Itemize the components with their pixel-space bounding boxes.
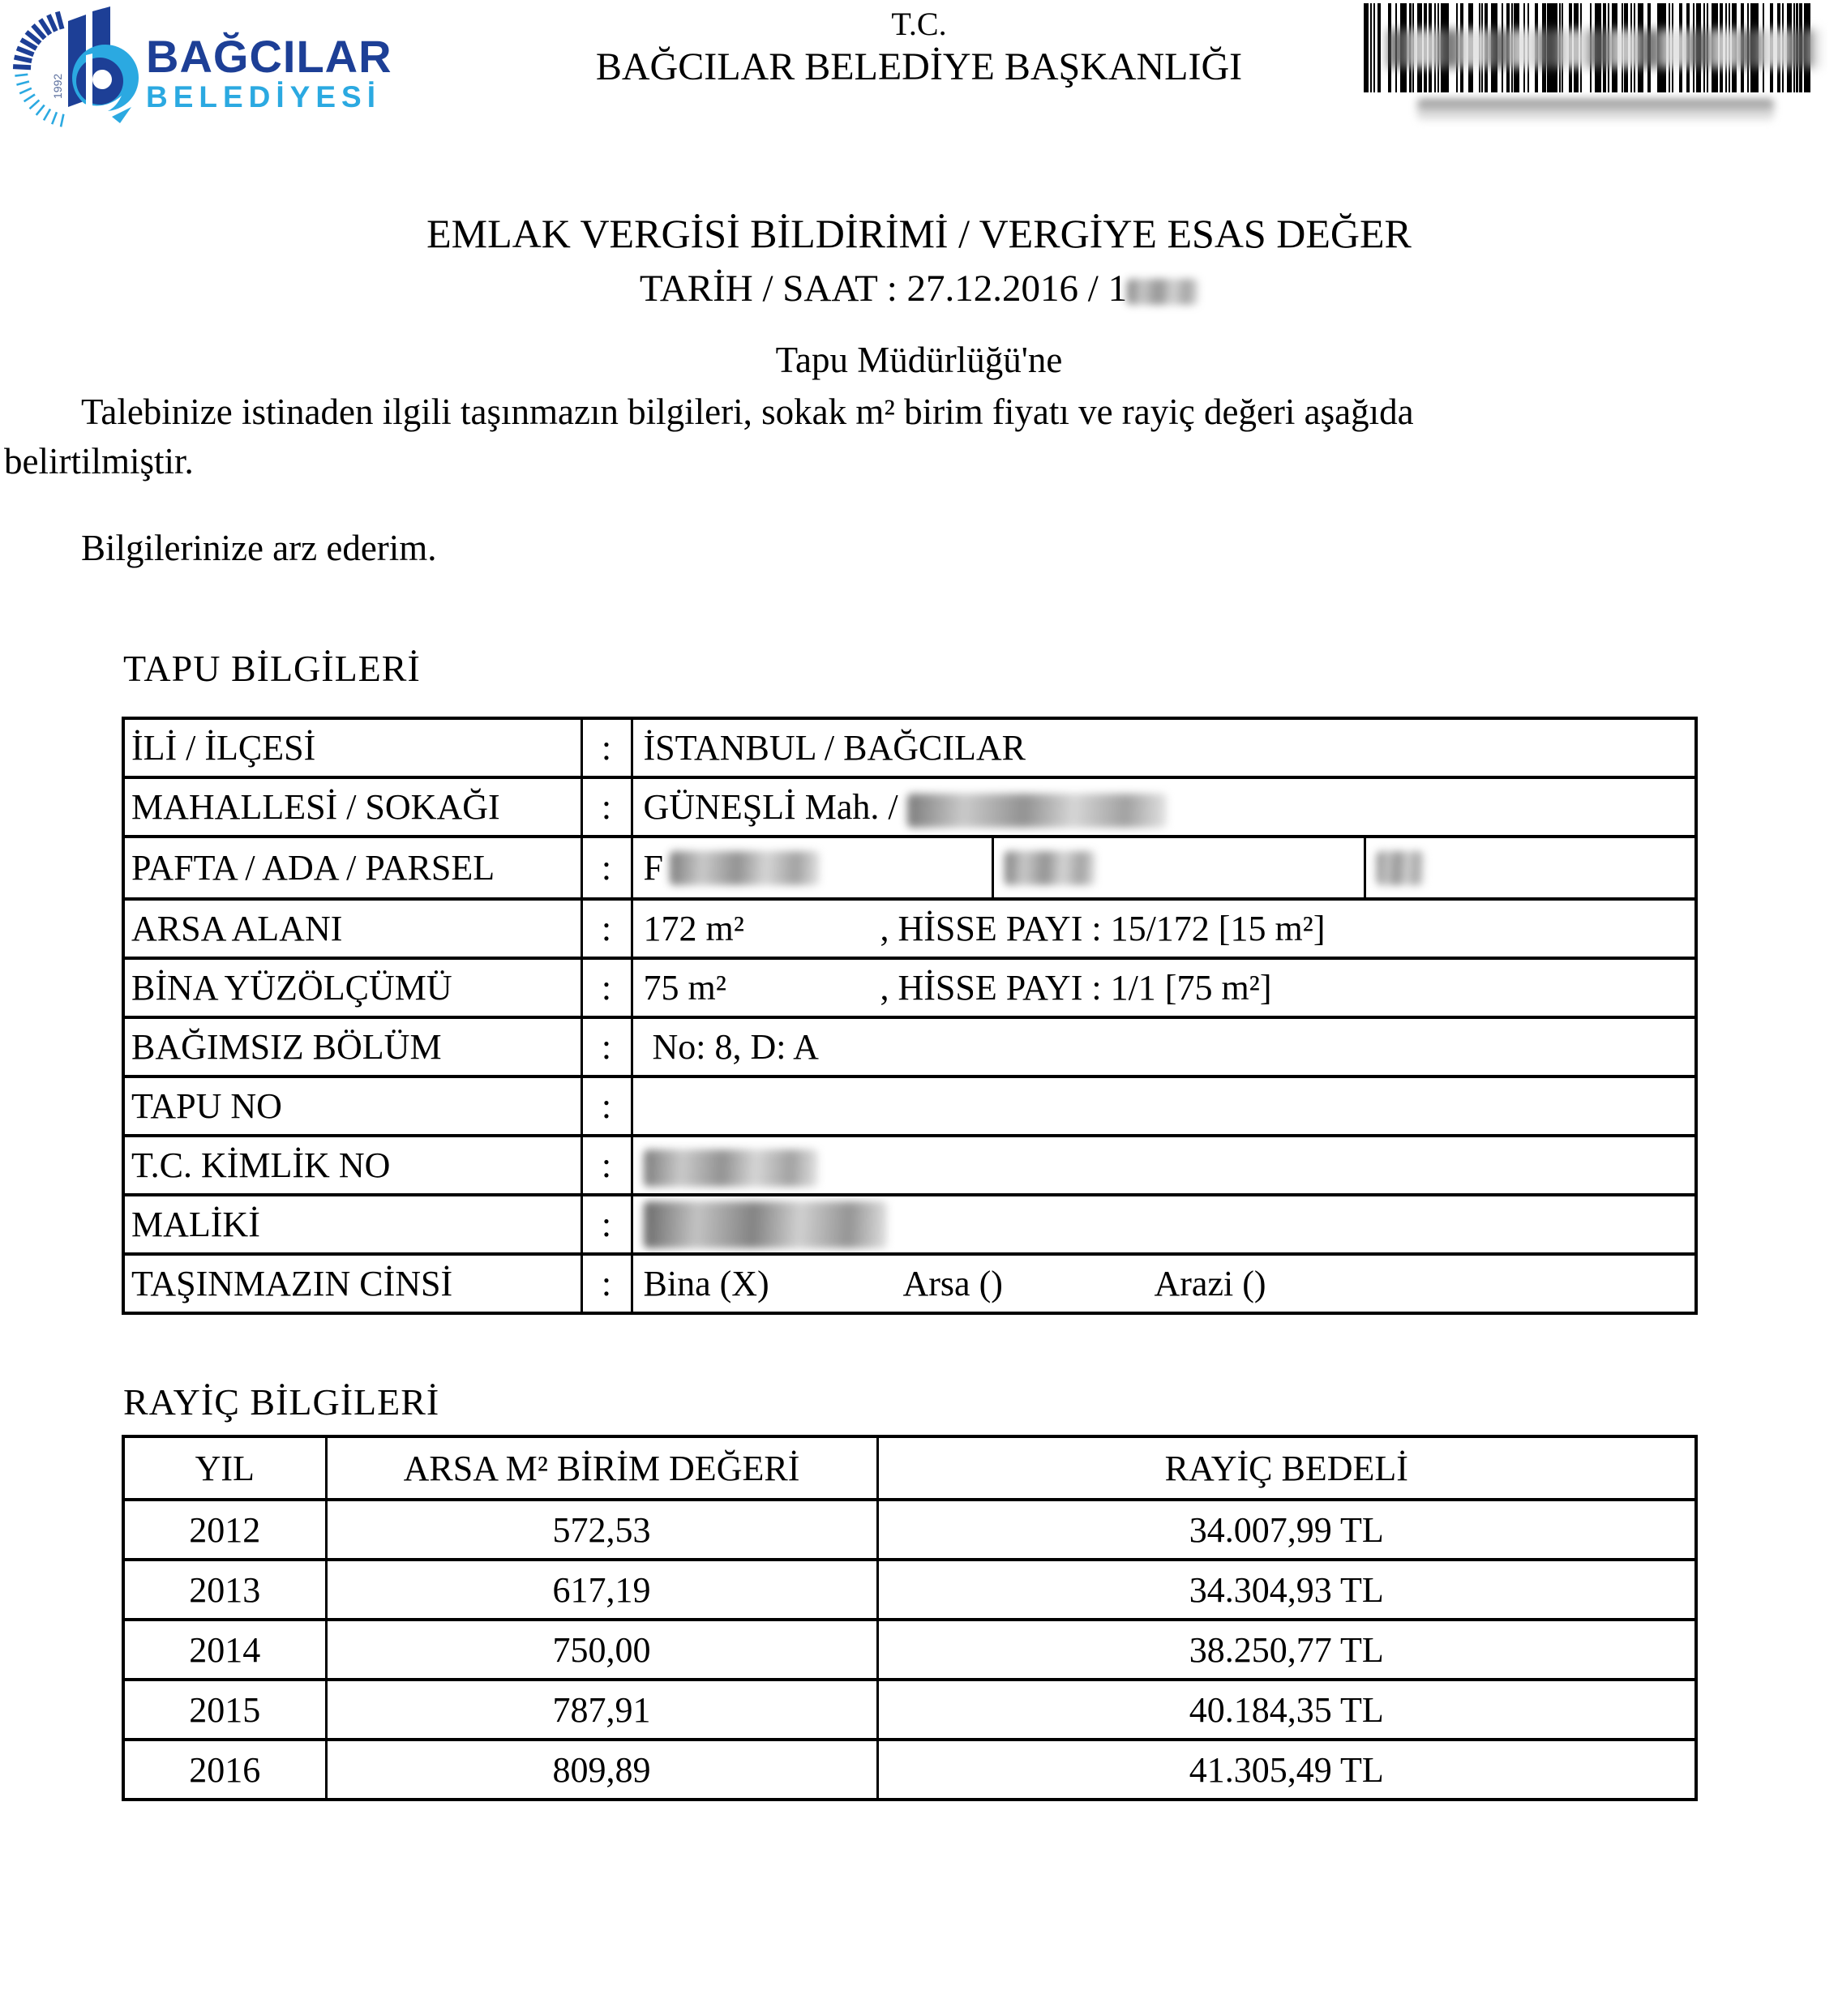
cell-yil: 2012 [123, 1500, 326, 1560]
ada-cell [992, 838, 1364, 897]
colon-separator: : [581, 1195, 632, 1254]
row-value [632, 837, 1696, 899]
authority-title: BAĞCILAR BELEDİYE BAŞKANLIĞI [595, 45, 1243, 88]
cell-bedel: 41.305,49 TL [877, 1740, 1696, 1800]
row-label: ARSA ALANI [123, 899, 581, 958]
row-value [632, 1136, 1696, 1195]
table-row-2016 [123, 1740, 1696, 1800]
bina-yuzolcumu-value: 75 m² [643, 968, 726, 1008]
row-value [632, 1254, 1696, 1313]
barcode [1364, 3, 1827, 92]
cell-birim: 750,00 [326, 1620, 877, 1680]
table-row-bagimsiz-bolum [123, 1017, 1696, 1076]
column-header-birim-degeri: ARSA M² BİRİM DEĞERİ [326, 1436, 877, 1500]
cell-yil: 2016 [123, 1740, 326, 1800]
cell-bedel: 34.007,99 TL [877, 1500, 1696, 1560]
barcode-bar [1364, 3, 1369, 92]
datetime-text: TARİH / SAAT : 27.12.2016 / 1 [639, 268, 1128, 310]
table-row-maliki [123, 1195, 1696, 1254]
letter-closing: Bilgilerinize arz ederim. [81, 528, 437, 568]
document-title-block [0, 211, 1838, 310]
barcode-bar [1373, 3, 1375, 92]
cins-option-arazi: Arazi () [1154, 1264, 1266, 1303]
document-datetime [0, 268, 1838, 310]
row-label: PAFTA / ADA / PARSEL [123, 837, 581, 899]
barcode-redaction-smear [1388, 29, 1821, 68]
colon-separator: : [581, 1076, 632, 1136]
cell-birim: 787,91 [326, 1680, 877, 1740]
table-row-pafta-ada-parsel [123, 837, 1696, 899]
letter-body [4, 387, 1772, 486]
row-label: İLİ / İLÇESİ [123, 718, 581, 777]
logo-wordmark-line1: BAĞCILAR [146, 31, 392, 82]
logo-year: 1992 [51, 73, 64, 99]
addressee-line: Tapu Müdürlüğü'ne [775, 340, 1063, 380]
tapu-section-heading: TAPU BİLGİLERİ [123, 648, 421, 689]
rayic-section-heading: RAYİÇ BİLGİLERİ [123, 1381, 440, 1423]
mahalle-prefix: GÜNEŞLİ Mah. / [643, 787, 907, 827]
table-row-ili-ilcesi [123, 718, 1696, 777]
cell-bedel: 38.250,77 TL [877, 1620, 1696, 1680]
rayic-header-row [123, 1436, 1696, 1500]
pafta-cell [633, 838, 992, 897]
pafta-redaction-smear [670, 851, 820, 885]
colon-separator: : [581, 1136, 632, 1195]
bina-hisse-payi: , HİSSE PAYI : 1/1 [75 m²] [880, 968, 1272, 1008]
row-value [632, 899, 1696, 958]
barcode-bar [1377, 3, 1381, 92]
cins-option-arsa: Arsa () [902, 1264, 1003, 1303]
column-header-rayic-bedeli: RAYİÇ BEDELİ [877, 1436, 1696, 1500]
row-label: TAPU NO [123, 1076, 581, 1136]
colon-separator: : [581, 899, 632, 958]
row-label: BİNA YÜZÖLÇÜMÜ [123, 958, 581, 1017]
republic-label: T.C. [891, 6, 947, 42]
arsa-alani-value: 172 m² [643, 909, 744, 948]
row-value: No: 8, D: A [632, 1017, 1696, 1076]
row-value [632, 777, 1696, 837]
table-row-bina-yuzolcumu [123, 958, 1696, 1017]
colon-separator: : [581, 777, 632, 837]
row-value: İSTANBUL / BAĞCILAR [632, 718, 1696, 777]
pafta-visible-prefix: F [643, 848, 663, 888]
barcode-bar [1370, 3, 1372, 92]
table-row-2013 [123, 1560, 1696, 1620]
cell-bedel: 40.184,35 TL [877, 1680, 1696, 1740]
cell-birim: 809,89 [326, 1740, 877, 1800]
logo-wordmark-line2: BELEDİYESİ [146, 80, 381, 113]
pafta-ada-parsel-cells [633, 838, 1695, 897]
cell-birim: 617,19 [326, 1560, 877, 1620]
table-row-tc-kimlik-no [123, 1136, 1696, 1195]
cell-birim: 572,53 [326, 1500, 877, 1560]
arsa-hisse-payi: , HİSSE PAYI : 15/172 [15 m²] [880, 909, 1326, 948]
cell-yil: 2013 [123, 1560, 326, 1620]
row-label: T.C. KİMLİK NO [123, 1136, 581, 1195]
row-label: MAHALLESİ / SOKAĞI [123, 777, 581, 837]
row-value [632, 1195, 1696, 1254]
table-row-tapu-no [123, 1076, 1696, 1136]
letter-body-line1: Talebinize istinaden ilgili taşınmazın bilgileri, sokak m² birim fiyatı ve rayiç değeri aşağıda [81, 392, 1414, 432]
tapu-table [122, 717, 1698, 1315]
ada-redaction-smear [1005, 851, 1095, 885]
cell-bedel: 34.304,93 TL [877, 1560, 1696, 1620]
column-header-yil: YIL [123, 1436, 326, 1500]
tc-kimlik-redaction-smear [644, 1149, 818, 1187]
table-row-2014 [123, 1620, 1696, 1680]
colon-separator: : [581, 958, 632, 1017]
parsel-cell [1364, 838, 1697, 897]
colon-separator: : [581, 718, 632, 777]
row-value [632, 958, 1696, 1017]
parsel-redaction-smear [1377, 851, 1424, 885]
sokak-redaction-smear [907, 794, 1167, 828]
table-row-2015 [123, 1680, 1696, 1740]
time-redaction-smear [1127, 279, 1198, 305]
row-label: BAĞIMSIZ BÖLÜM [123, 1017, 581, 1076]
table-row-tasinmazin-cinsi [123, 1254, 1696, 1313]
table-row-mahalle-sokak [123, 777, 1696, 837]
table-row-2012 [123, 1500, 1696, 1560]
colon-separator: : [581, 1017, 632, 1076]
rayic-table [122, 1435, 1698, 1801]
cell-yil: 2014 [123, 1620, 326, 1680]
letter-body-line2: belirtilmiştir. [4, 440, 194, 482]
maliki-redaction-smear [644, 1201, 887, 1248]
cell-yil: 2015 [123, 1680, 326, 1740]
row-label: TAŞINMAZIN CİNSİ [123, 1254, 581, 1313]
document-title: EMLAK VERGİSİ BİLDİRİMİ / VERGİYE ESAS DEĞER [426, 211, 1412, 256]
cins-option-bina: Bina (X) [643, 1264, 769, 1303]
barcode-number-redacted [1417, 99, 1774, 120]
colon-separator: : [581, 1254, 632, 1313]
colon-separator: : [581, 837, 632, 899]
row-value-empty [632, 1076, 1696, 1136]
row-label: MALİKİ [123, 1195, 581, 1254]
table-row-arsa-alani [123, 899, 1696, 958]
